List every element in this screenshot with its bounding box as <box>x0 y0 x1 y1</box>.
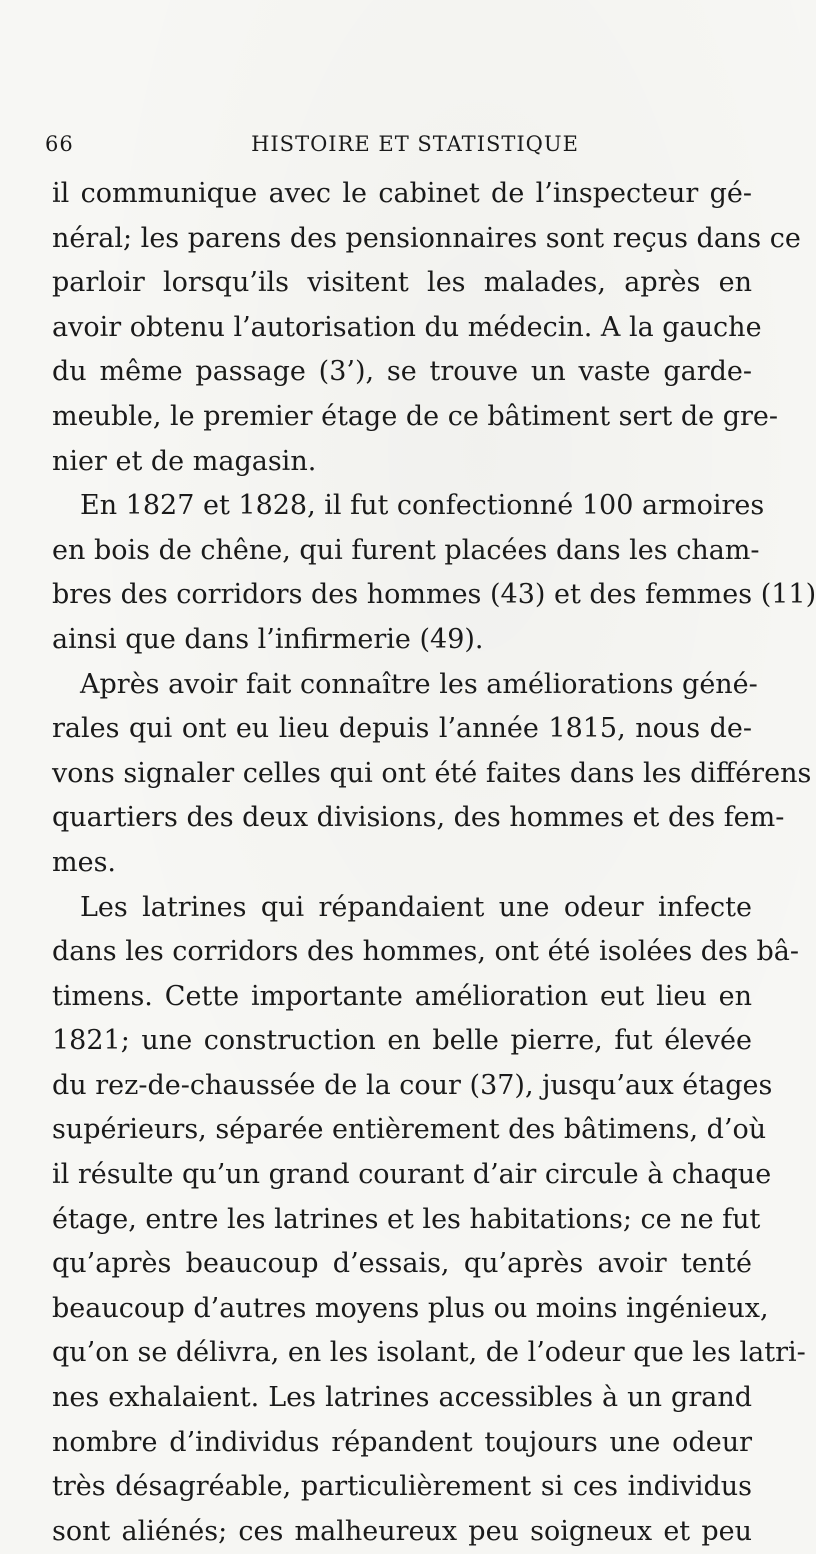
text-line: timens. Cette importante amélioration eut lieu en <box>52 980 752 1012</box>
text-line: Les latrines qui répandaient une odeur infecte <box>80 891 752 923</box>
page-number: 66 <box>45 132 74 156</box>
text-line: Après avoir fait connaître les améliorations géné- <box>80 668 758 700</box>
text-line: vons signaler celles qui ont été faites dans les différens <box>52 757 812 789</box>
running-head: HISTOIRE ET STATISTIQUE <box>251 132 579 156</box>
body-text <box>52 172 816 1554</box>
text-line: qu’on se délivra, en les isolant, de l’odeur que les latri- <box>52 1337 806 1369</box>
text-line: qu’après beaucoup d’essais, qu’après avoir tenté <box>52 1248 752 1280</box>
text-line: du rez-de-chaussée de la cour (37), jusqu’aux étages <box>52 1069 773 1101</box>
text-line: En 1827 et 1828, il fut confectionné 100 armoires <box>80 490 765 522</box>
text-line: nier et de magasin. <box>52 445 317 477</box>
text-line: ainsi que dans l’infirmerie (49). <box>52 623 484 655</box>
text-line: dans les corridors des hommes, ont été isolées des bâ- <box>52 936 799 968</box>
text-line: avoir obtenu l’autorisation du médecin. A la gauche <box>52 311 762 343</box>
text-line: en bois de chêne, qui furent placées dans les cham- <box>52 534 760 566</box>
text-line: nombre d’individus répandent toujours une odeur <box>52 1426 752 1458</box>
text-line: du même passage (3’), se trouve un vaste garde- <box>52 356 752 388</box>
text-line: il communique avec le cabinet de l’inspecteur gé- <box>52 178 752 209</box>
text-line: quartiers des deux divisions, des hommes et des fem- <box>52 802 785 834</box>
text-line: néral; les parens des pensionnaires sont reçus dans ce <box>52 222 801 254</box>
text-line: bres des corridors des hommes (43) et des femmes (11) <box>52 579 816 611</box>
text-line: 1821; une construction en belle pierre, fut élevée <box>52 1025 752 1057</box>
text-line: étage, entre les latrines et les habitations; ce ne fut <box>52 1203 761 1235</box>
text-line: il résulte qu’un grand courant d’air circule à chaque <box>52 1159 772 1191</box>
text-line: supérieurs, séparée entièrement des bâtimens, d’où <box>52 1114 767 1146</box>
text-line: rales qui ont eu lieu depuis l’année 1815, nous de- <box>52 713 752 745</box>
text-line: beaucoup d’autres moyens plus ou moins ingénieux, <box>52 1292 769 1324</box>
text-line: très désagréable, particulièrement si ces individus <box>52 1471 752 1503</box>
text-line: nes exhalaient. Les latrines accessibles à un grand <box>52 1382 752 1414</box>
text-line: meuble, le premier étage de ce bâtiment sert de gre- <box>52 400 778 432</box>
text-line: sont aliénés; ces malheureux peu soigneux et peu <box>52 1515 752 1547</box>
text-line: parloir lorsqu’ils visitent les malades, après en <box>52 267 752 299</box>
page-header <box>45 132 745 162</box>
text-line: mes. <box>52 846 117 878</box>
